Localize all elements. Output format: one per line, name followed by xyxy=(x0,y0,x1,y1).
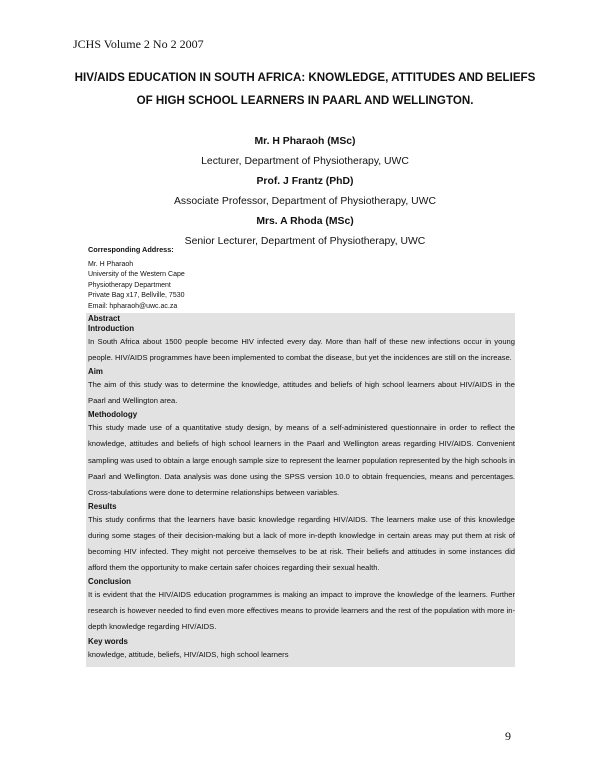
conclusion-heading: Conclusion xyxy=(88,577,131,587)
aim-text: The aim of this study was to determine the knowledge, attitudes and beliefs of high school learners about HIV/AIDS in the Paarl and Wellington area. xyxy=(88,380,515,406)
introduction-text: In South Africa about 1500 people become HIV infected every day. More than half of these new infections occur in young people. HIV/AIDS programmes have been implemented to combat the disease, but yet the incidences are still on the increase. xyxy=(88,337,515,363)
journal-header: JCHS Volume 2 No 2 2007 xyxy=(73,37,204,51)
conclusion-text: It is evident that the HIV/AIDS education programmes is making an impact to improve the knowledge of the learners. Further research is however needed to find even more effectives means to provide learners and the rest of the population with more in-depth knowledge regarding HIV/AIDS. xyxy=(88,590,515,632)
abstract-box xyxy=(86,313,515,667)
author-name: Mrs. A Rhoda (MSc) xyxy=(256,216,354,227)
author-affiliation: Senior Lecturer, Department of Physiotherapy, UWC xyxy=(184,236,426,247)
author-name: Mr. H Pharaoh (MSc) xyxy=(254,136,356,147)
methodology-text: This study made use of a quantitative study design, by means of a self-administered questionnaire in order to reflect the knowledge, attitudes and beliefs of high school learners in the Paarl and Wellington areas regarding HIV/AIDS. Convenient sampling was used to obtain a large enough sample size to represent the learner population represented by the high schools in Paarl and Wellington. Data analysis was done using the SPSS version 10.0 to obtain frequencies, means and percentages. Cross-tabulations were done to determine relationships between variables. xyxy=(88,423,515,497)
address-line: Physiotherapy Department xyxy=(88,281,171,289)
author-affiliation: Associate Professor, Department of Physiotherapy, UWC xyxy=(174,196,436,207)
author-name: Prof. J Frantz (PhD) xyxy=(256,176,354,187)
author-affiliation: Lecturer, Department of Physiotherapy, UWC xyxy=(201,156,409,167)
methodology-heading: Methodology xyxy=(88,410,138,420)
introduction-heading: Introduction xyxy=(88,324,135,333)
keywords-text: knowledge, attitude, beliefs, HIV/AIDS, high school learners xyxy=(88,649,289,659)
corresponding-address xyxy=(88,245,185,312)
keywords-heading: Key words xyxy=(88,636,128,646)
address-line: Private Bag x17, Bellville, 7530 xyxy=(88,292,185,299)
author-list xyxy=(70,132,540,252)
page-number: 9 xyxy=(505,729,511,743)
address-line: Mr. H Pharaoh xyxy=(88,260,134,268)
corresponding-heading: Corresponding Address: xyxy=(88,245,174,254)
address-line: University of the Western Cape xyxy=(88,271,185,278)
abstract-heading: Abstract xyxy=(88,314,121,323)
paper-title: HIV/AIDS EDUCATION IN SOUTH AFRICA: KNOWLEDGE, ATTITUDES AND BELIEFS OF HIGH SCHOOL LEARNERS IN PAARL AND WELLINGTON. xyxy=(74,71,536,107)
aim-heading: Aim xyxy=(88,367,103,377)
email-line: Email: hpharaoh@uwc.ac.za xyxy=(88,302,178,310)
results-text: This study confirms that the learners have basic knowledge regarding HIV/AIDS. The learners make use of this knowledge during some stages of their decision-making but a lack of more in-depth knowledge in certain areas may put them at risk of becoming HIV infected. They might not perceive themselves to be at risk. Their beliefs and attitudes in some instances did afford them the opportunity to make certain safer choices regarding their sexual health. xyxy=(88,514,515,573)
results-heading: Results xyxy=(88,501,117,511)
